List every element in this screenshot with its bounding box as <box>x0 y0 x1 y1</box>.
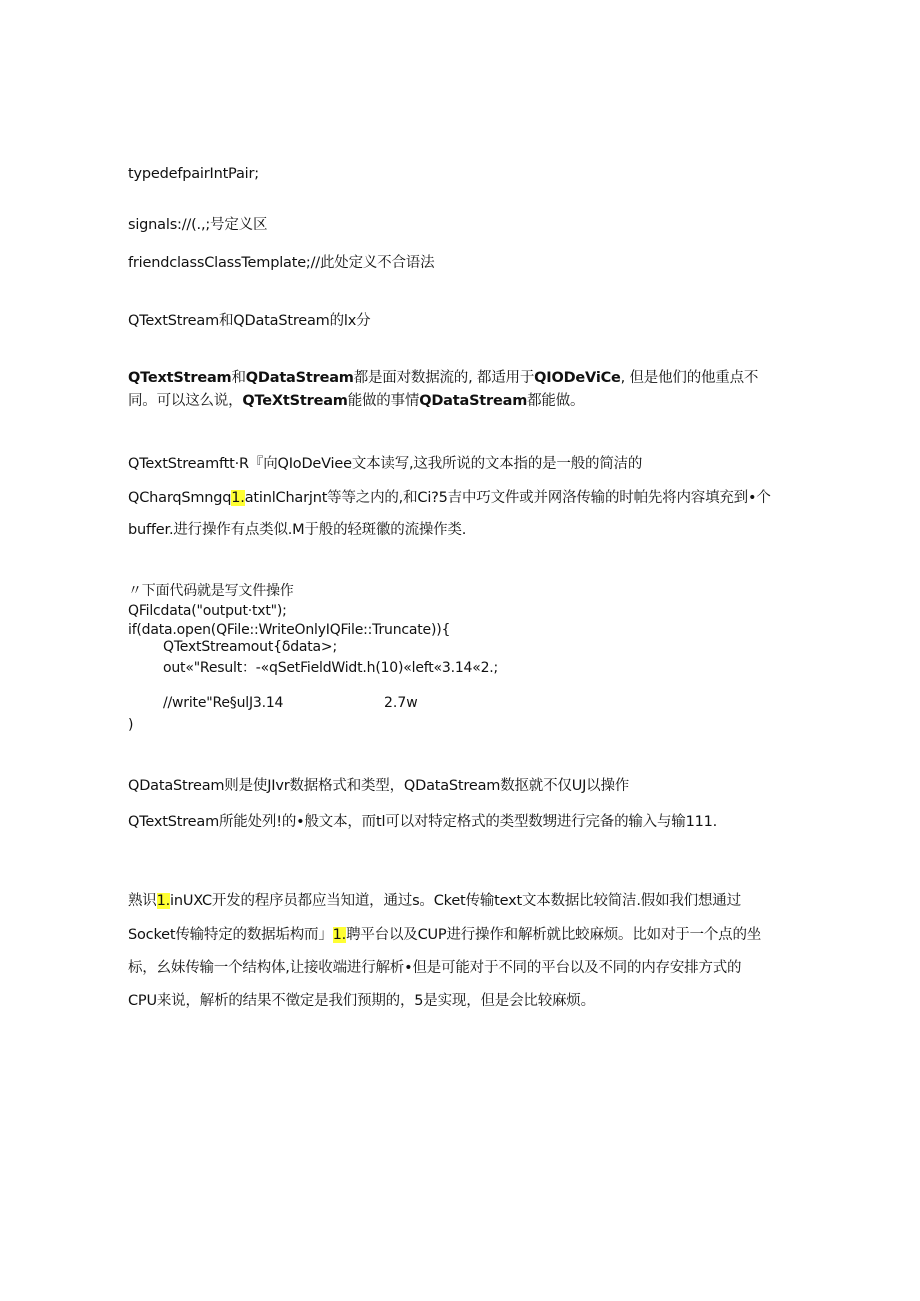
code-line-6: ) <box>128 717 134 733</box>
para2-text: atinlCharjnt等等之内的,和Ci?5吉中巧文件或并网洛传输的时帕先将内容填充到•个 <box>244 490 771 506</box>
para4-line3: 标，幺妹传输一个结构体,让接收端进行解析•但是可能对于不同的平台以及不同的内存安排方式的 <box>128 960 742 976</box>
para3-line2: QTextStream所能处列!的•般文本，而tl可以对特定格式的类型数甥进行完备的输入与输111. <box>128 814 718 830</box>
typedef-line: typedefpairIntPair; <box>128 166 259 182</box>
para1-line2 <box>128 391 584 411</box>
para1-term-qiodevice: QIODeViCe <box>534 370 621 386</box>
code-line-3: QTextStreamout{δdata>; <box>163 639 337 655</box>
highlight-mark: 1. <box>231 490 245 506</box>
para1-term-qtextstream: QTeXtStream <box>242 393 348 409</box>
para1-text: 都是面对数据流的, <box>353 370 473 386</box>
code-line-1: QFilcdata("output·txt"); <box>128 603 287 619</box>
para1-text: 和 <box>231 370 246 386</box>
para4-line1 <box>128 891 741 911</box>
para4-line4: CPU来说，解析的结果不徵定是我们预期的，5是实现，但是会比较麻烦。 <box>128 993 595 1009</box>
para1-text: 同。可以这么说， <box>128 393 243 409</box>
friend-class-line: friendclassClassTemplate;//此处定义不合语法 <box>128 255 435 271</box>
para1-text: 都能做。 <box>527 393 585 409</box>
para2-line1: QTextStreamftt·R『向QIoDeViee文本读写,这我所说的文本指的是一般的简洁的 <box>128 456 643 472</box>
signals-line: signals://(.,;号定义区 <box>128 217 268 233</box>
para2-line2 <box>128 488 771 508</box>
para1-text: 能做的事情 <box>347 393 420 409</box>
code-line-2: if(data.open(QFile::WriteOnlyIQFile::Truncate)){ <box>128 622 451 638</box>
code-line-5: //write"Re§ulJ3.14 <box>163 695 284 711</box>
para1-term-qdatastream: QDataStream <box>419 393 528 409</box>
para1-term-qtextstream: QTextStream <box>128 370 232 386</box>
highlight-mark: 1. <box>156 893 171 909</box>
para1-text: 都适用于 <box>476 370 535 386</box>
para4-text: 熟识 <box>128 893 157 909</box>
para4-line2 <box>128 925 761 945</box>
para2-line3: buffer.进行操作有点类似.M于般的轻斑徽的流操作类. <box>128 522 467 538</box>
para4-text: inUXC开发的程序员都应当知道，通过s。Cket传输text文本数据比较简洁.假如我们想通过 <box>170 893 741 909</box>
para1-line1 <box>128 368 758 388</box>
code-line-5-output: 2.7w <box>384 695 418 711</box>
para4-text: Socket传输特定的数据垢构而」 <box>128 927 333 943</box>
para1-text: , 但是他们的他重点不 <box>620 370 759 386</box>
code-line-4: out«"Result：-«qSetFieldWidt.h(10)«left«3.14«2.; <box>163 660 499 676</box>
highlight-mark: 1. <box>332 927 347 943</box>
code-comment: 〃下面代码就是写文件操作 <box>128 583 294 599</box>
para3-line1: QDataStream则是使JIvr数据格式和类型，QDataStream数抠就不仅UJ以操作 <box>128 778 630 794</box>
para4-text: 聘平台以及CUP进行操作和解析就比蛟麻烦。比如对于一个点的坐 <box>346 927 762 943</box>
section-heading: QTextStream和QDataStream的lx分 <box>128 313 371 329</box>
para1-term-qdatastream: QDataStream <box>245 370 354 386</box>
para2-text: QCharqSmngq <box>128 490 232 506</box>
